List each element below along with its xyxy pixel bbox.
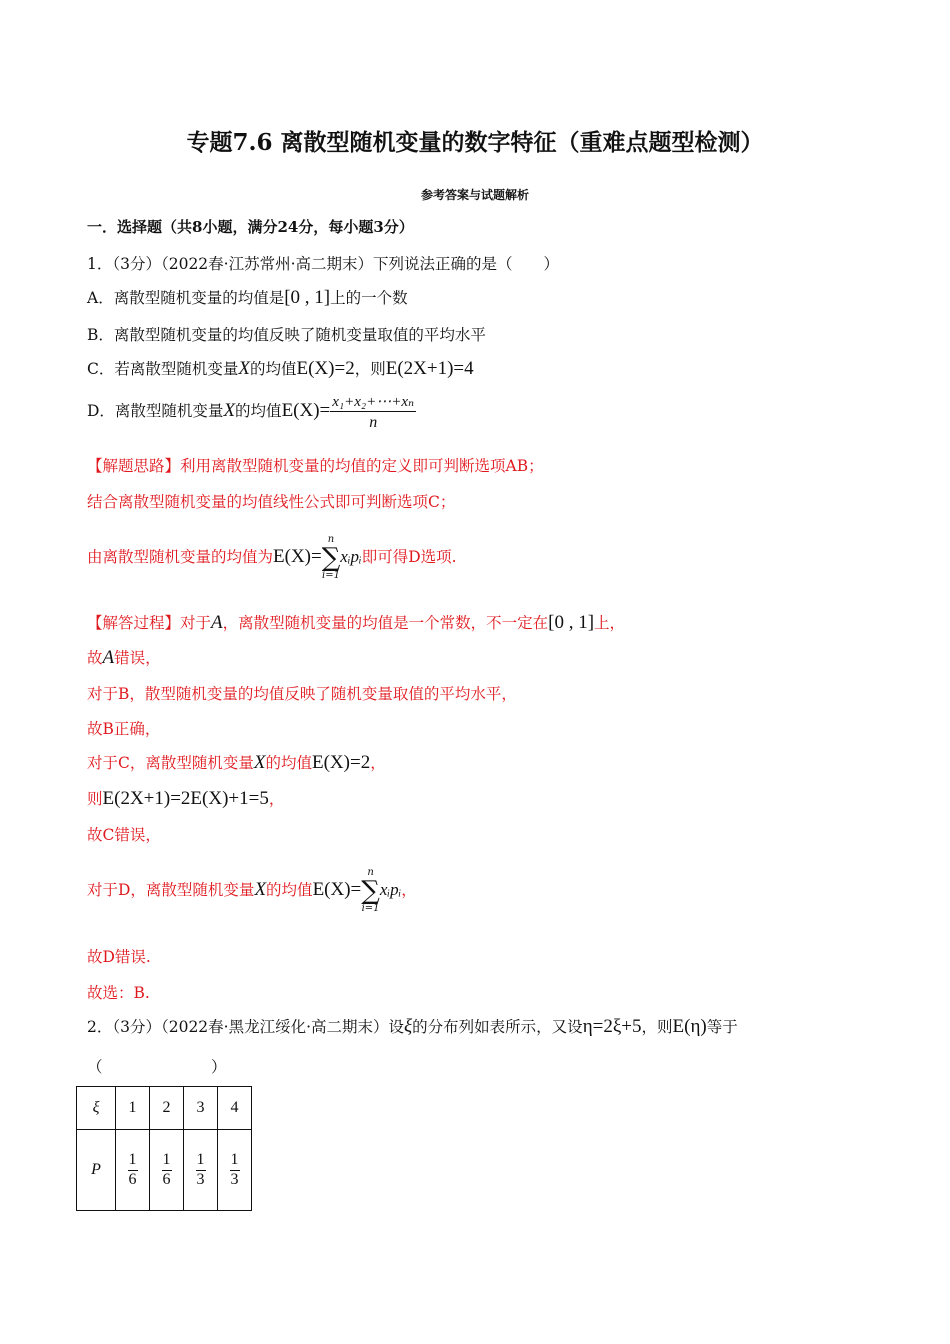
table-row <box>77 1087 252 1130</box>
table-cell: 3 <box>184 1087 218 1130</box>
fraction: $\frac{1}{3}$ <box>230 1151 239 1188</box>
table-cell: 4 <box>218 1087 252 1130</box>
expression: E(X)=2 <box>296 358 355 379</box>
table-header-p: P <box>77 1130 116 1211</box>
table-cell <box>184 1130 218 1211</box>
solution-line-10: 故选：B. <box>87 984 150 1002</box>
q1-option-b: B．离散型随机变量的均值反映了随机变量取值的平均水平 <box>87 326 486 344</box>
fraction: $\frac{1}{3}$ <box>196 1151 205 1188</box>
page-title: 专题7.6 离散型随机变量的数字特征（重难点题型检测） <box>186 129 764 156</box>
solution-line-9: 故D错误. <box>87 948 151 966</box>
table-cell: 1 <box>116 1087 150 1130</box>
solution-line-8: 对于D，离散型随机变量X的均值E(X)= n ∑ i=1 xᵢpᵢ， <box>87 867 417 914</box>
table-cell <box>218 1130 252 1211</box>
fraction: $\frac{1}{6}$ <box>162 1151 171 1188</box>
q1-stem: 1．（3分）（2022春·江苏常州·高二期末）下列说法正确的是（ ） <box>87 255 560 273</box>
solution-line-6: 则E(2X+1)=2E(X)+1=5， <box>87 788 285 809</box>
table-cell <box>116 1130 150 1211</box>
analysis-line-3: 由离散型随机变量的均值为E(X)= n ∑ i=1 xᵢpᵢ即可得D选项. <box>87 534 457 581</box>
q2-stem: 2．（3分）（2022春·黑龙江绥化·高二期末）设ξ的分布列如表所示，又设η=2ξ+5，则E(η)等于 <box>87 1016 738 1037</box>
page-subtitle: 参考答案与试题解析 <box>420 188 529 202</box>
table-cell: 2 <box>150 1087 184 1130</box>
expression: E(2X+1)=4 <box>385 358 474 379</box>
fraction: $\frac{\text{x₁+x₂+⋯+xₙ}}{n}$ <box>332 394 415 431</box>
solution-line-2: 故A错误， <box>87 647 161 668</box>
q1-option-c: C．若离散型随机变量X的均值E(X)=2，则E(2X+1)=4 <box>87 358 474 379</box>
sum-symbol: n ∑ i=1 <box>321 534 341 581</box>
distribution-table <box>76 1086 252 1211</box>
interval: [0 , 1] <box>284 287 331 308</box>
fraction: $\frac{1}{6}$ <box>128 1151 137 1188</box>
analysis-line-2: 结合离散型随机变量的均值线性公式即可判断选项C； <box>87 493 456 511</box>
section-heading: 一．选择题（共8小题，满分24分，每小题3分） <box>87 218 414 236</box>
table-cell <box>150 1130 184 1211</box>
solution-line-7: 故C错误， <box>87 826 161 844</box>
q2-answer-blank: （ ） <box>87 1058 227 1076</box>
solution-line-4: 故B正确， <box>87 720 161 738</box>
solution-line-1: 【解答过程】对于A，离散型随机变量的均值是一个常数，不一定在[0 , 1]上， <box>87 612 626 633</box>
analysis-line-1: 【解题思路】利用离散型随机变量的均值的定义即可判断选项AB； <box>87 457 544 475</box>
table-row <box>77 1130 252 1211</box>
q1-option-a: A．离散型随机变量的均值是[0 , 1]上的一个数 <box>87 287 408 308</box>
solution-line-5: 对于C，离散型随机变量X的均值E(X)=2， <box>87 752 386 773</box>
q1-option-d: D．离散型随机变量X的均值E(X)= $\frac{\text{x₁+x₂+⋯+xₙ}}{n}$ <box>87 394 415 431</box>
solution-line-3: 对于B，散型随机变量的均值反映了随机变量取值的平均水平， <box>87 685 517 703</box>
table-header-xi: ξ <box>77 1087 116 1130</box>
sum-symbol: n ∑ i=1 <box>361 867 380 914</box>
